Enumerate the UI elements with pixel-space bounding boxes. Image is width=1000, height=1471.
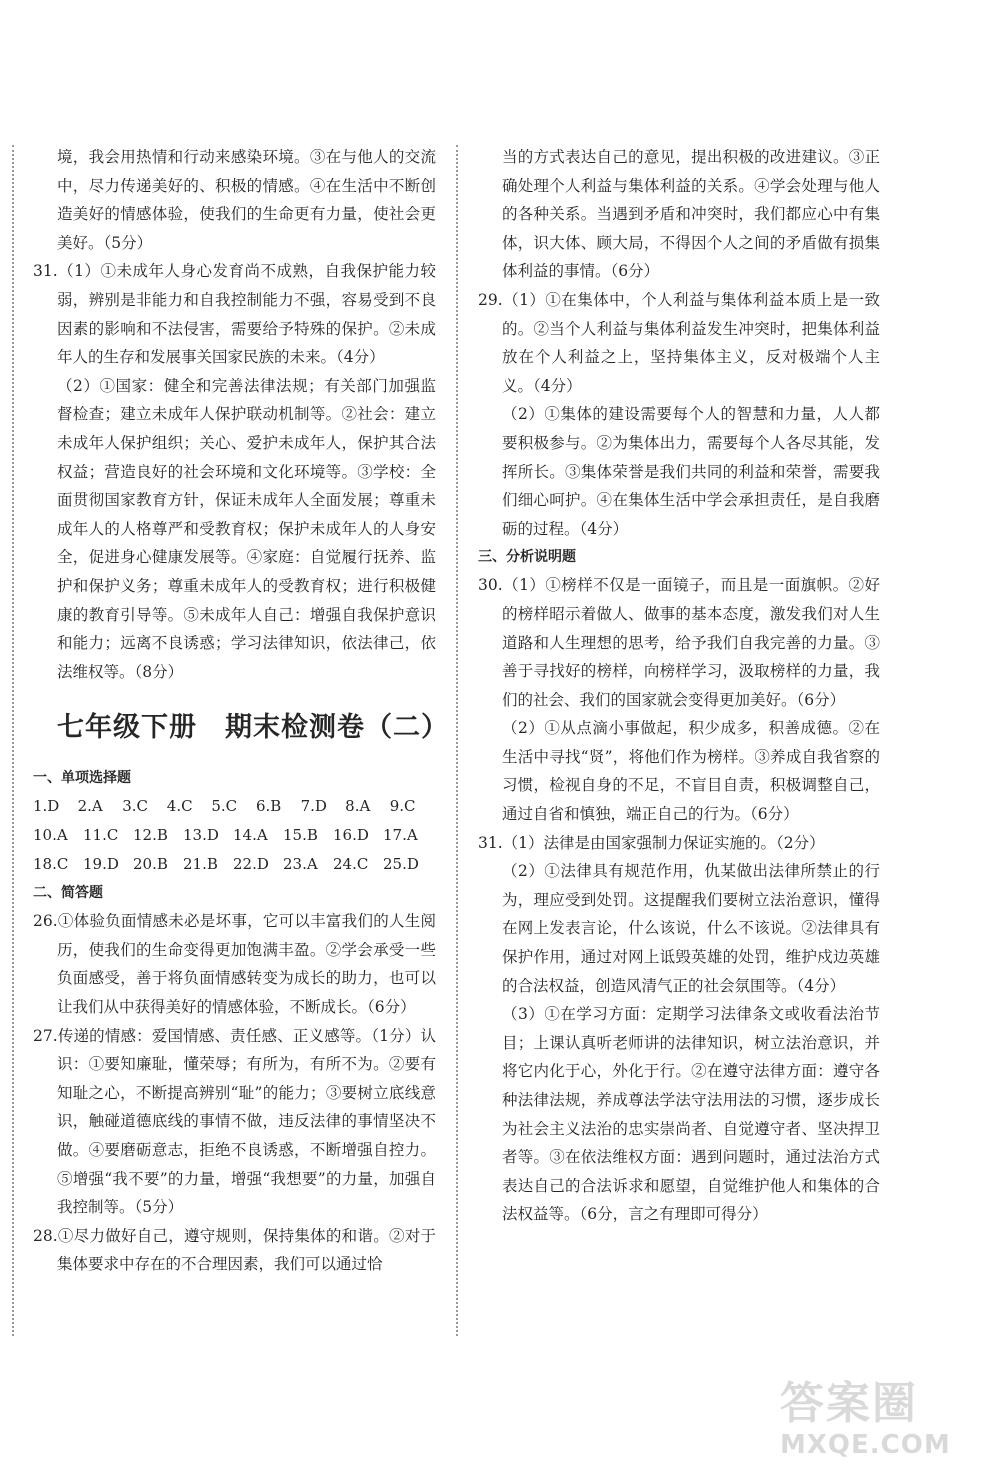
answer-26: 26.①体验负面情感未必是坏事，它可以丰富我们的人生阅历，使我们的生命变得更加饱满丰盈。②学会承受一些负面感受，善于将负面情感转变为成长的助力，也可以让我们从中获得美好的情感体验，不断成长。（6分） bbox=[33, 912, 436, 1017]
answer-28-continuation: 当的方式表达自己的意见，提出积极的改进建议。③正确处理个人利益与集体利益的关系。④学会处理与他人的各种关系。当遇到矛盾和冲突时，我们都应心中有集体，识大体、顾大局，不得因个人之间的矛盾做有损集体利益的事情。（6分） bbox=[502, 148, 880, 281]
answer-30-part1: 30.（1）①榜样不仅是一面镜子，而且是一面旗帜。②好的榜样昭示着做人、做事的基本态度，激发我们对人生道路和人生理想的思考，给予我们自我完善的力量。③善于寻找好的榜样，向榜样学习，汲取榜样的力量，我们的社会、我们的国家就会变得更加美好。（6分） bbox=[478, 576, 880, 709]
mc-answer: 16.D bbox=[333, 826, 369, 845]
mc-answer: 15.B bbox=[283, 826, 318, 845]
mc-answer: 24.C bbox=[333, 855, 369, 874]
left-column bbox=[33, 143, 449, 1279]
mc-answer: 4.C bbox=[166, 797, 193, 816]
mc-row bbox=[33, 850, 436, 879]
site-watermark bbox=[780, 1378, 985, 1468]
mc-answer: 23.A bbox=[283, 855, 318, 874]
answer-27: 27.传递的情感：爱国情感、责任感、正义感等。（1分）认识：①要知廉耻，懂荣辱；有所为，有所不为。②要有知耻之心，不断提高辨别“耻”的能力；③要树立底线意识，触碰道德底线的事情不做，违反法律的事情坚决不做。④要磨砺意志，拒绝不良诱惑，不断增强自控力。⑤增强“我不要”的力量，增强“我想要”的力量，加强自我控制等。（5分） bbox=[33, 1026, 436, 1217]
mc-answer: 25.D bbox=[383, 855, 419, 874]
watermark-url: MXQE.COM bbox=[780, 1430, 951, 1460]
answer-29-part2: （2）①集体的建设需要每个人的智慧和力量，人人都要积极参与。②为集体出力，需要每个人各尽其能，发挥所长。③集体荣誉是我们共同的利益和荣誉，需要我们细心呵护。④在集体生活中学会承担责任，是自我磨砺的过程。（4分） bbox=[502, 405, 880, 538]
mc-answer: 20.B bbox=[133, 855, 168, 874]
mc-answer: 13.D bbox=[183, 826, 219, 845]
mc-answer: 22.D bbox=[233, 855, 269, 874]
column-divider bbox=[456, 145, 458, 1336]
answer-29-part1: 29.（1）①在集体中，个人利益与集体利益本质上是一致的。②当个人利益与集体利益发生冲突时，把集体利益放在个人利益之上，坚持集体主义，反对极端个人主义。（4分） bbox=[478, 290, 880, 395]
watermark-logo-text: 答案圈 bbox=[780, 1378, 918, 1429]
mc-answer: 12.B bbox=[133, 826, 168, 845]
answer-28: 28.①尽力做好自己，遵守规则，保持集体的和谐。②对于集体要求中存在的不合理因素，我们可以通过恰 bbox=[33, 1226, 436, 1274]
mc-answer: 8.A bbox=[345, 797, 371, 816]
mc-answer: 19.D bbox=[83, 855, 119, 874]
mc-answer: 6.B bbox=[255, 797, 282, 816]
answer-31-part1-right: 31.（1）法律是由国家强制力保证实施的。（2分） bbox=[478, 833, 825, 852]
mc-answer: 5.C bbox=[211, 797, 238, 816]
mc-answer: 11.C bbox=[83, 826, 119, 845]
answer-31-part3-right: （3）①在学习方面：定期学习法律条文或收看法治节目；上课认真听老师讲的法律知识，树立法治意识，并将它内化于心，外化于行。②在遵守法律方面：遵守各种法律法规，养成尊法学法守法用法的习惯，逐步成长为社会主义法治的忠实崇尚者、自觉遵守者、坚决捍卫者等。③在依法维权方面：遇到问题时，通过法治方式表达自己的合法诉求和愿望，自觉维护他人和集体的合法权益等。（6分，言之有理即可得分） bbox=[502, 1005, 880, 1224]
right-column bbox=[478, 143, 880, 1229]
answer-31-part1: 31.（1）①未成年人身心发育尚不成熟，自我保护能力较弱，辨别是非能力和自我控制能力不强，容易受到不良因素的影响和不法侵害，需要给予特殊的保护。②未成年人的生存和发展事关国家民族的未来。（4分） bbox=[33, 262, 436, 367]
section-heading-single-choice: 一、单项选择题 bbox=[33, 770, 131, 787]
mc-answer: 3.C bbox=[122, 797, 148, 816]
answer-31-part2-right: （2）①法律具有规范作用，仇某做出法律所禁止的行为，理应受到处罚。这提醒我们要树立法治意识，懂得在网上发表言论，什么该说，什么不该说。②法律具有保护作用，通过对网上诋毁英雄的处罚，维护戍边英雄的合法权益，创造风清气正的社会氛围等。（4分） bbox=[502, 862, 880, 995]
left-margin-divider bbox=[12, 145, 14, 1336]
section-heading-short-answer: 二、简答题 bbox=[33, 885, 103, 902]
mc-answer: 10.A bbox=[33, 826, 68, 845]
mc-row bbox=[33, 821, 436, 850]
multiple-choice-answers bbox=[33, 792, 436, 879]
mc-row bbox=[33, 792, 436, 821]
answer-30-part2: （2）①从点滴小事做起，积少成多，积善成德。②在生活中寻找“贤”，将他们作为榜样。③养成自我省察的习惯，检视自身的不足，不盲目自责，积极调整自己，通过自省和慎独，端正自己的行为。（6分） bbox=[502, 719, 880, 824]
section-heading-analysis: 三、分析说明题 bbox=[478, 549, 576, 566]
mc-answer: 9.C bbox=[389, 797, 416, 816]
mc-answer: 17.A bbox=[383, 826, 418, 845]
answer-30-continuation: 境，我会用热情和行动来感染环境。③在与他人的交流中，尽力传递美好的、积极的情感。④在生活中不断创造美好的情感体验，使我们的生命更有力量，使社会更美好。（5分） bbox=[57, 148, 436, 252]
exam-title: 七年级下册 期末检测卷（二） bbox=[57, 712, 449, 744]
mc-answer: 7.D bbox=[300, 797, 327, 816]
mc-answer: 14.A bbox=[233, 826, 268, 845]
mc-answer: 2.A bbox=[77, 797, 103, 816]
mc-answer: 21.B bbox=[183, 855, 218, 874]
answer-31-part2: （2）①国家：健全和完善法律法规；有关部门加强监督检查；建立未成年人保护联动机制等。②社会：建立未成年人保护组织；关心、爱护未成年人，保护其合法权益；营造良好的社会环境和文化环境等。③学校：全面贯彻国家教育方针，保证未成年人全面发展；尊重未成年人的人格尊严和受教育权；保护未成年人的人身安全，促进身心健康发展等。④家庭：自觉履行抚养、监护和保护义务；尊重未成年人的受教育权；进行积极健康的教育引导等。⑤未成年人自己：增强自我保护意识和能力；远离不良诱惑；学习法律知识，依法律己，依法维权等。（8分） bbox=[57, 376, 436, 681]
mc-answer: 1.D bbox=[33, 797, 60, 816]
mc-answer: 18.C bbox=[33, 855, 69, 874]
